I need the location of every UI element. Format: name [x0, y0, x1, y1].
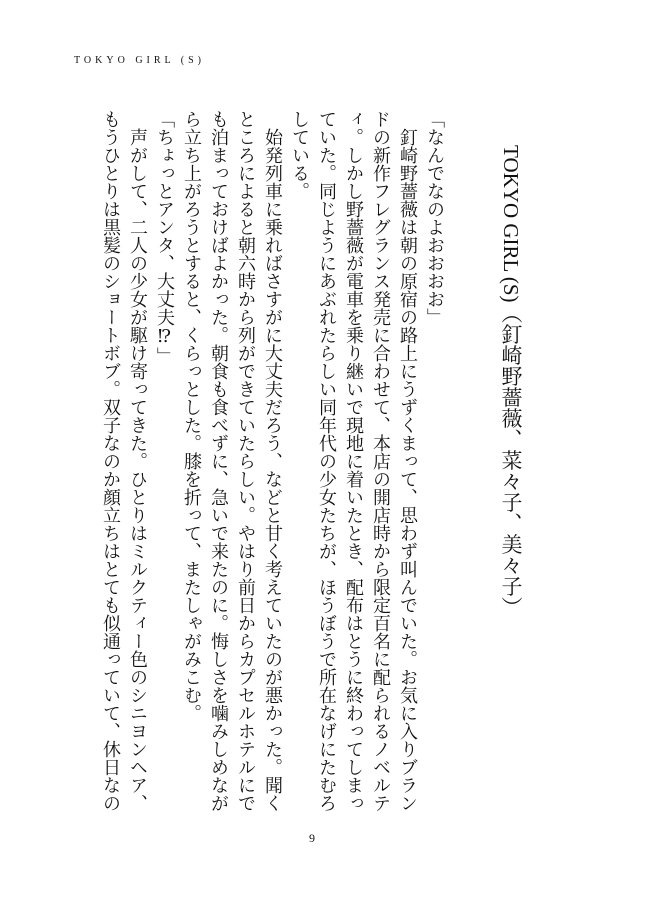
- paragraph: 「ちょっとアンタ、大丈夫⁉」: [155, 110, 175, 365]
- story-body: [97, 110, 448, 818]
- paragraph: 「なんでなのよおおおお」: [425, 110, 445, 326]
- paragraph: 声がして、二人の少女が駆け寄ってきた。ひとりはミルクティー色のシニヨンヘア、もうひとりは黒髪のショートボブ。双子なのか顔立ちはとても似通っていて、休日なの: [101, 110, 148, 812]
- paragraph: 始発列車に乗ればさすがに大丈夫だろう、などと甘く考えていたのが悪かった。聞くところによると朝六時から列ができていたらしい。やはり前日からカプセルホテルにでも泊まっておけばよかった。朝食も食べずに、急いで来たのに。悔しさを噛みしめながら立ち上がろうとすると、くらっとした。膝を折って、またしゃがみこむ。: [182, 110, 283, 812]
- paragraph: 釘崎野薔薇は朝の原宿の路上にうずくまって、思わず叫んでいた。お気に入りブランドの新作フレグランス発売に合わせて、本店の開店時から限定百名に配られるノベルティ。しかし野薔薇が電車を乗り継いで現地に着いたとき、配布はとうに終わってしまっていた。同じようにあぶれたらしい同年代の少女たちが、ほうぼうで所在なげにたむろしている。: [290, 110, 418, 812]
- running-header: TOKYO GIRL (S): [74, 55, 205, 66]
- story-title: TOKYO GIRL (S)（釘崎野薔薇、菜々子、美々子）: [499, 145, 523, 618]
- vertical-text-area: [97, 110, 526, 818]
- page-number: 9: [309, 831, 315, 845]
